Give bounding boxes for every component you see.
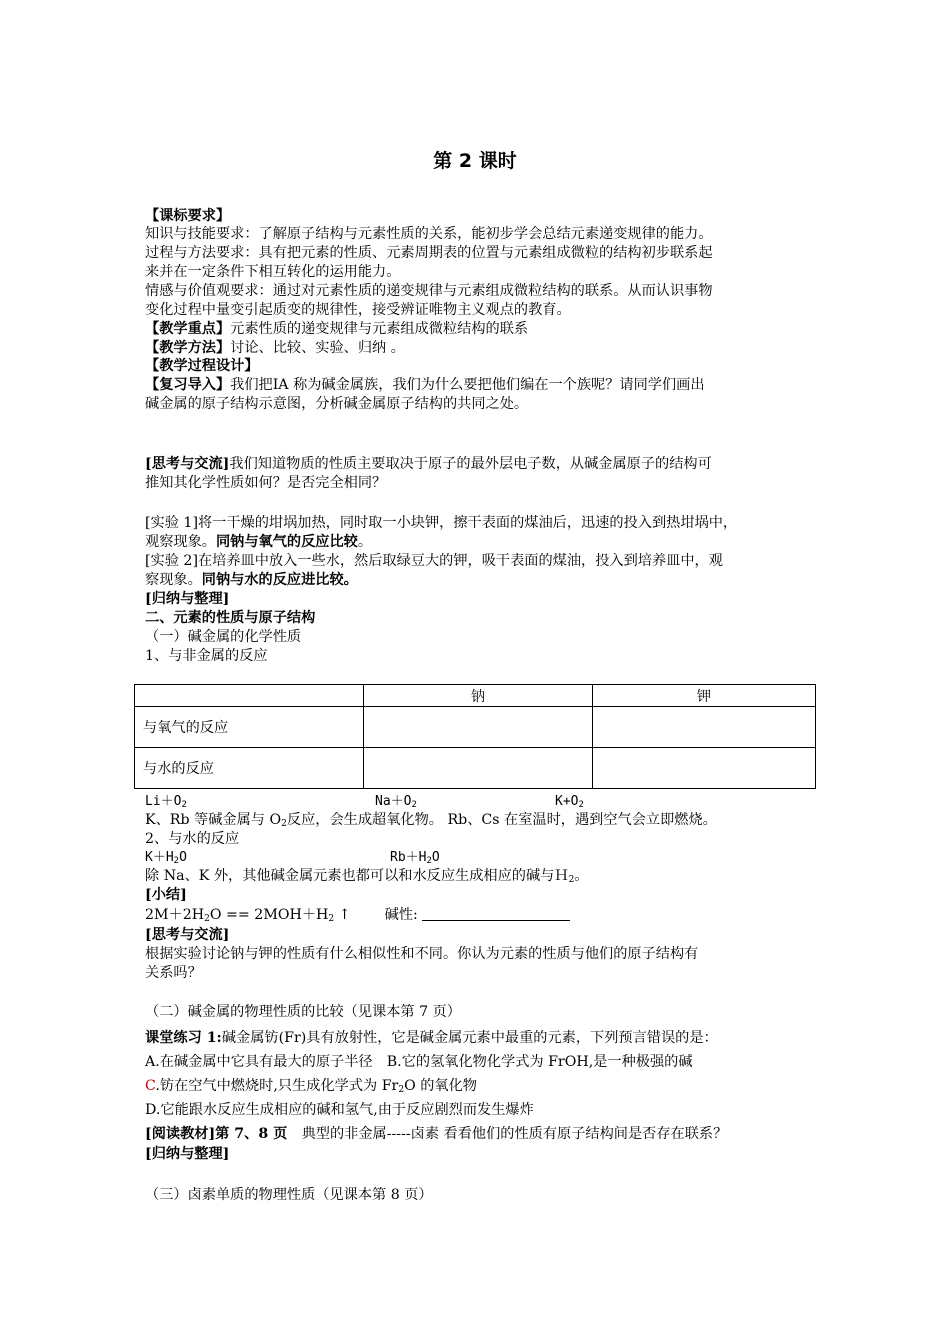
text-line: 情感与价值观要求：通过对元素性质的递变规律与元素组成微粒结构的联系。从而认识事物 — [145, 283, 713, 299]
table-row — [135, 748, 816, 789]
key-heading: 【教学重点】 — [145, 321, 231, 337]
exercise-heading: 课堂练习 1: — [145, 1030, 222, 1046]
subscript: 2 — [568, 875, 575, 885]
equation-line — [390, 849, 440, 867]
method-text: 讨论、比较、实验、归纳 。 — [230, 340, 405, 356]
table-cell — [364, 748, 593, 789]
equation-line — [375, 793, 417, 811]
text-line — [145, 533, 372, 551]
review-heading: 【复习导入】 — [145, 377, 231, 393]
discuss-heading: [思考与交流] — [145, 456, 230, 472]
exp1-text: 观察现象。 — [145, 534, 216, 550]
exercise-text: 碱金属钫(Fr)具有放射性，它是碱金属元素中最重的元素，下列预言错误的是： — [221, 1030, 718, 1046]
text-line: 关系吗？ — [145, 965, 202, 981]
basicity-label: 碱性: — [384, 907, 418, 923]
text-line: （一）碱金属的化学性质 — [145, 629, 302, 645]
table-cell — [593, 707, 816, 748]
text-line: 变化过程中量变引起质变的规律性，接受辨证唯物主义观点的教育。 — [145, 302, 571, 318]
option-line — [145, 1077, 477, 1095]
text-line: 碱金属的原子结构示意图，分析碱金属原子结构的共同之处。 — [145, 396, 529, 412]
text-part: 反应，会生成超氧化物。 Rb、Cs 在室温时，遇到空气会立即燃烧。 — [286, 812, 717, 828]
eq-na: Na＋O — [375, 794, 412, 809]
table-cell: 与氧气的反应 — [135, 707, 364, 748]
option-letter: C — [145, 1078, 156, 1094]
subscript: 2 — [281, 819, 287, 829]
text-line — [145, 867, 589, 885]
method-heading: 【教学方法】 — [145, 340, 231, 356]
text-line — [145, 455, 712, 473]
equation-line — [145, 793, 187, 811]
subscript: 2 — [328, 914, 335, 924]
comparison-table — [134, 684, 816, 789]
table-row — [135, 707, 816, 748]
subscript: 2 — [578, 800, 584, 810]
text-line — [145, 320, 528, 338]
option-line: D.它能跟水反应生成相应的碱和氢气,由于反应剧烈而发生爆炸 — [145, 1102, 534, 1118]
table-cell — [364, 707, 593, 748]
text-line — [145, 339, 405, 357]
text-line: 过程与方法要求：具有把元素的性质、元素周期表的位置与元素组成微粒的结构初步联系起 — [145, 245, 713, 261]
table-header-cell: 钠 — [364, 685, 593, 707]
equation-line — [145, 849, 187, 867]
section-heading: [归纳与整理] — [145, 591, 230, 607]
eq-rbh: Rb＋H — [390, 850, 427, 865]
reading-heading: [阅读教材]第 7、8 页 — [145, 1126, 288, 1142]
subscript: 2 — [398, 1085, 405, 1095]
eq-kh: K＋H — [145, 850, 174, 865]
text-line: （三）卤素单质的物理性质（见课本第 8 页） — [145, 1187, 433, 1203]
table-header-row — [135, 685, 816, 707]
review-text: 我们把ⅠA 称为碱金属族，我们为什么要把他们编在一个族呢？请同学们画出 — [230, 377, 705, 393]
reading-text: 典型的非金属-----卤素 看看他们的性质有原子结构间是否存在联系？ — [287, 1126, 728, 1142]
section-heading: 【教学过程设计】 — [145, 358, 259, 374]
text-line: [实验 1]将一干燥的坩埚加热，同时取一小块钾，擦干表面的煤油后，迅速的投入到热坩埚中， — [145, 515, 738, 531]
exp2-bold: 同钠与水的反应进比较。 — [201, 572, 358, 588]
text-line — [145, 376, 705, 394]
option-line: A.在碱金属中它具有最大的原子半径 B.它的氢氧化物化学式为 FrOH,是一种极强的碱 — [145, 1054, 693, 1070]
text-line — [145, 571, 358, 589]
section-heading: [小结] — [145, 887, 187, 903]
option-text: O 的氧化物 — [404, 1078, 477, 1094]
text-line — [145, 811, 717, 829]
subscript: 2 — [426, 856, 432, 866]
text-line: 来并在一定条件下相互转化的运用能力。 — [145, 264, 401, 280]
text-line — [145, 1029, 718, 1047]
equation-line — [145, 906, 570, 924]
text-line: 2、与水的反应 — [145, 831, 240, 847]
table-header-cell — [135, 685, 364, 707]
exp2-text: 察现象。 — [145, 572, 202, 588]
answer-blank[interactable] — [422, 906, 570, 921]
text-line: 推知其化学性质如何？是否完全相同？ — [145, 475, 387, 491]
section-heading: [归纳与整理] — [145, 1146, 230, 1162]
text-part: 。 — [574, 868, 589, 884]
subscript: 2 — [204, 914, 210, 924]
section-heading: 二、元素的性质与原子结构 — [145, 610, 316, 626]
exp1-end: 。 — [357, 534, 373, 550]
text-part: K、Rb 等碱金属与 O — [145, 812, 282, 828]
key-text: 元素性质的递变规律与元素组成微粒结构的联系 — [230, 321, 529, 337]
text-line: 1、与非金属的反应 — [145, 648, 268, 664]
subscript: 2 — [173, 856, 180, 866]
text-line: 知识与技能要求：了解原子结构与元素性质的关系，能初步学会总结元素递变规律的能力。 — [145, 226, 713, 242]
exp1-bold: 同钠与氧气的反应比较 — [215, 534, 358, 550]
text-line — [145, 1125, 727, 1143]
eq-arrow: ↑ — [338, 907, 351, 923]
eq-part: O == 2MOH＋H — [209, 907, 329, 923]
section-heading: [思考与交流] — [145, 927, 230, 943]
eq-k: K+O — [555, 794, 579, 809]
table-header-cell: 钾 — [593, 685, 816, 707]
eq-o: O — [431, 850, 440, 865]
text-line: [实验 2]在培养皿中放入一些水，然后取绿豆大的钾，吸干表面的煤油，投入到培养皿中，观 — [145, 553, 723, 569]
page-title: 第 2 课时 — [433, 150, 517, 172]
subscript: 2 — [181, 800, 187, 810]
equation-line — [555, 793, 584, 811]
text-part: 除 Na、K 外，其他碱金属元素也都可以和水反应生成相应的碱与Ｈ — [145, 868, 569, 884]
text-line: （二）碱金属的物理性质的比较（见课本第 7 页） — [145, 1004, 461, 1020]
section-heading: 【课标要求】 — [145, 208, 231, 224]
discuss-text: 我们知道物质的性质主要取决于原子的最外层电子数，从碱金属原子的结构可 — [229, 456, 712, 472]
option-text: .钫在空气中燃烧时,只生成化学式为 Fr — [155, 1078, 399, 1094]
text-line: 根据实验讨论钠与钾的性质有什么相似性和不同。你认为元素的性质与他们的原子结构有 — [145, 946, 699, 962]
table-cell: 与水的反应 — [135, 748, 364, 789]
eq-li: Li＋O — [145, 794, 182, 809]
eq-o: O — [179, 850, 187, 865]
table-cell — [593, 748, 816, 789]
subscript: 2 — [411, 800, 417, 810]
eq-part: 2M＋2H — [145, 907, 205, 923]
